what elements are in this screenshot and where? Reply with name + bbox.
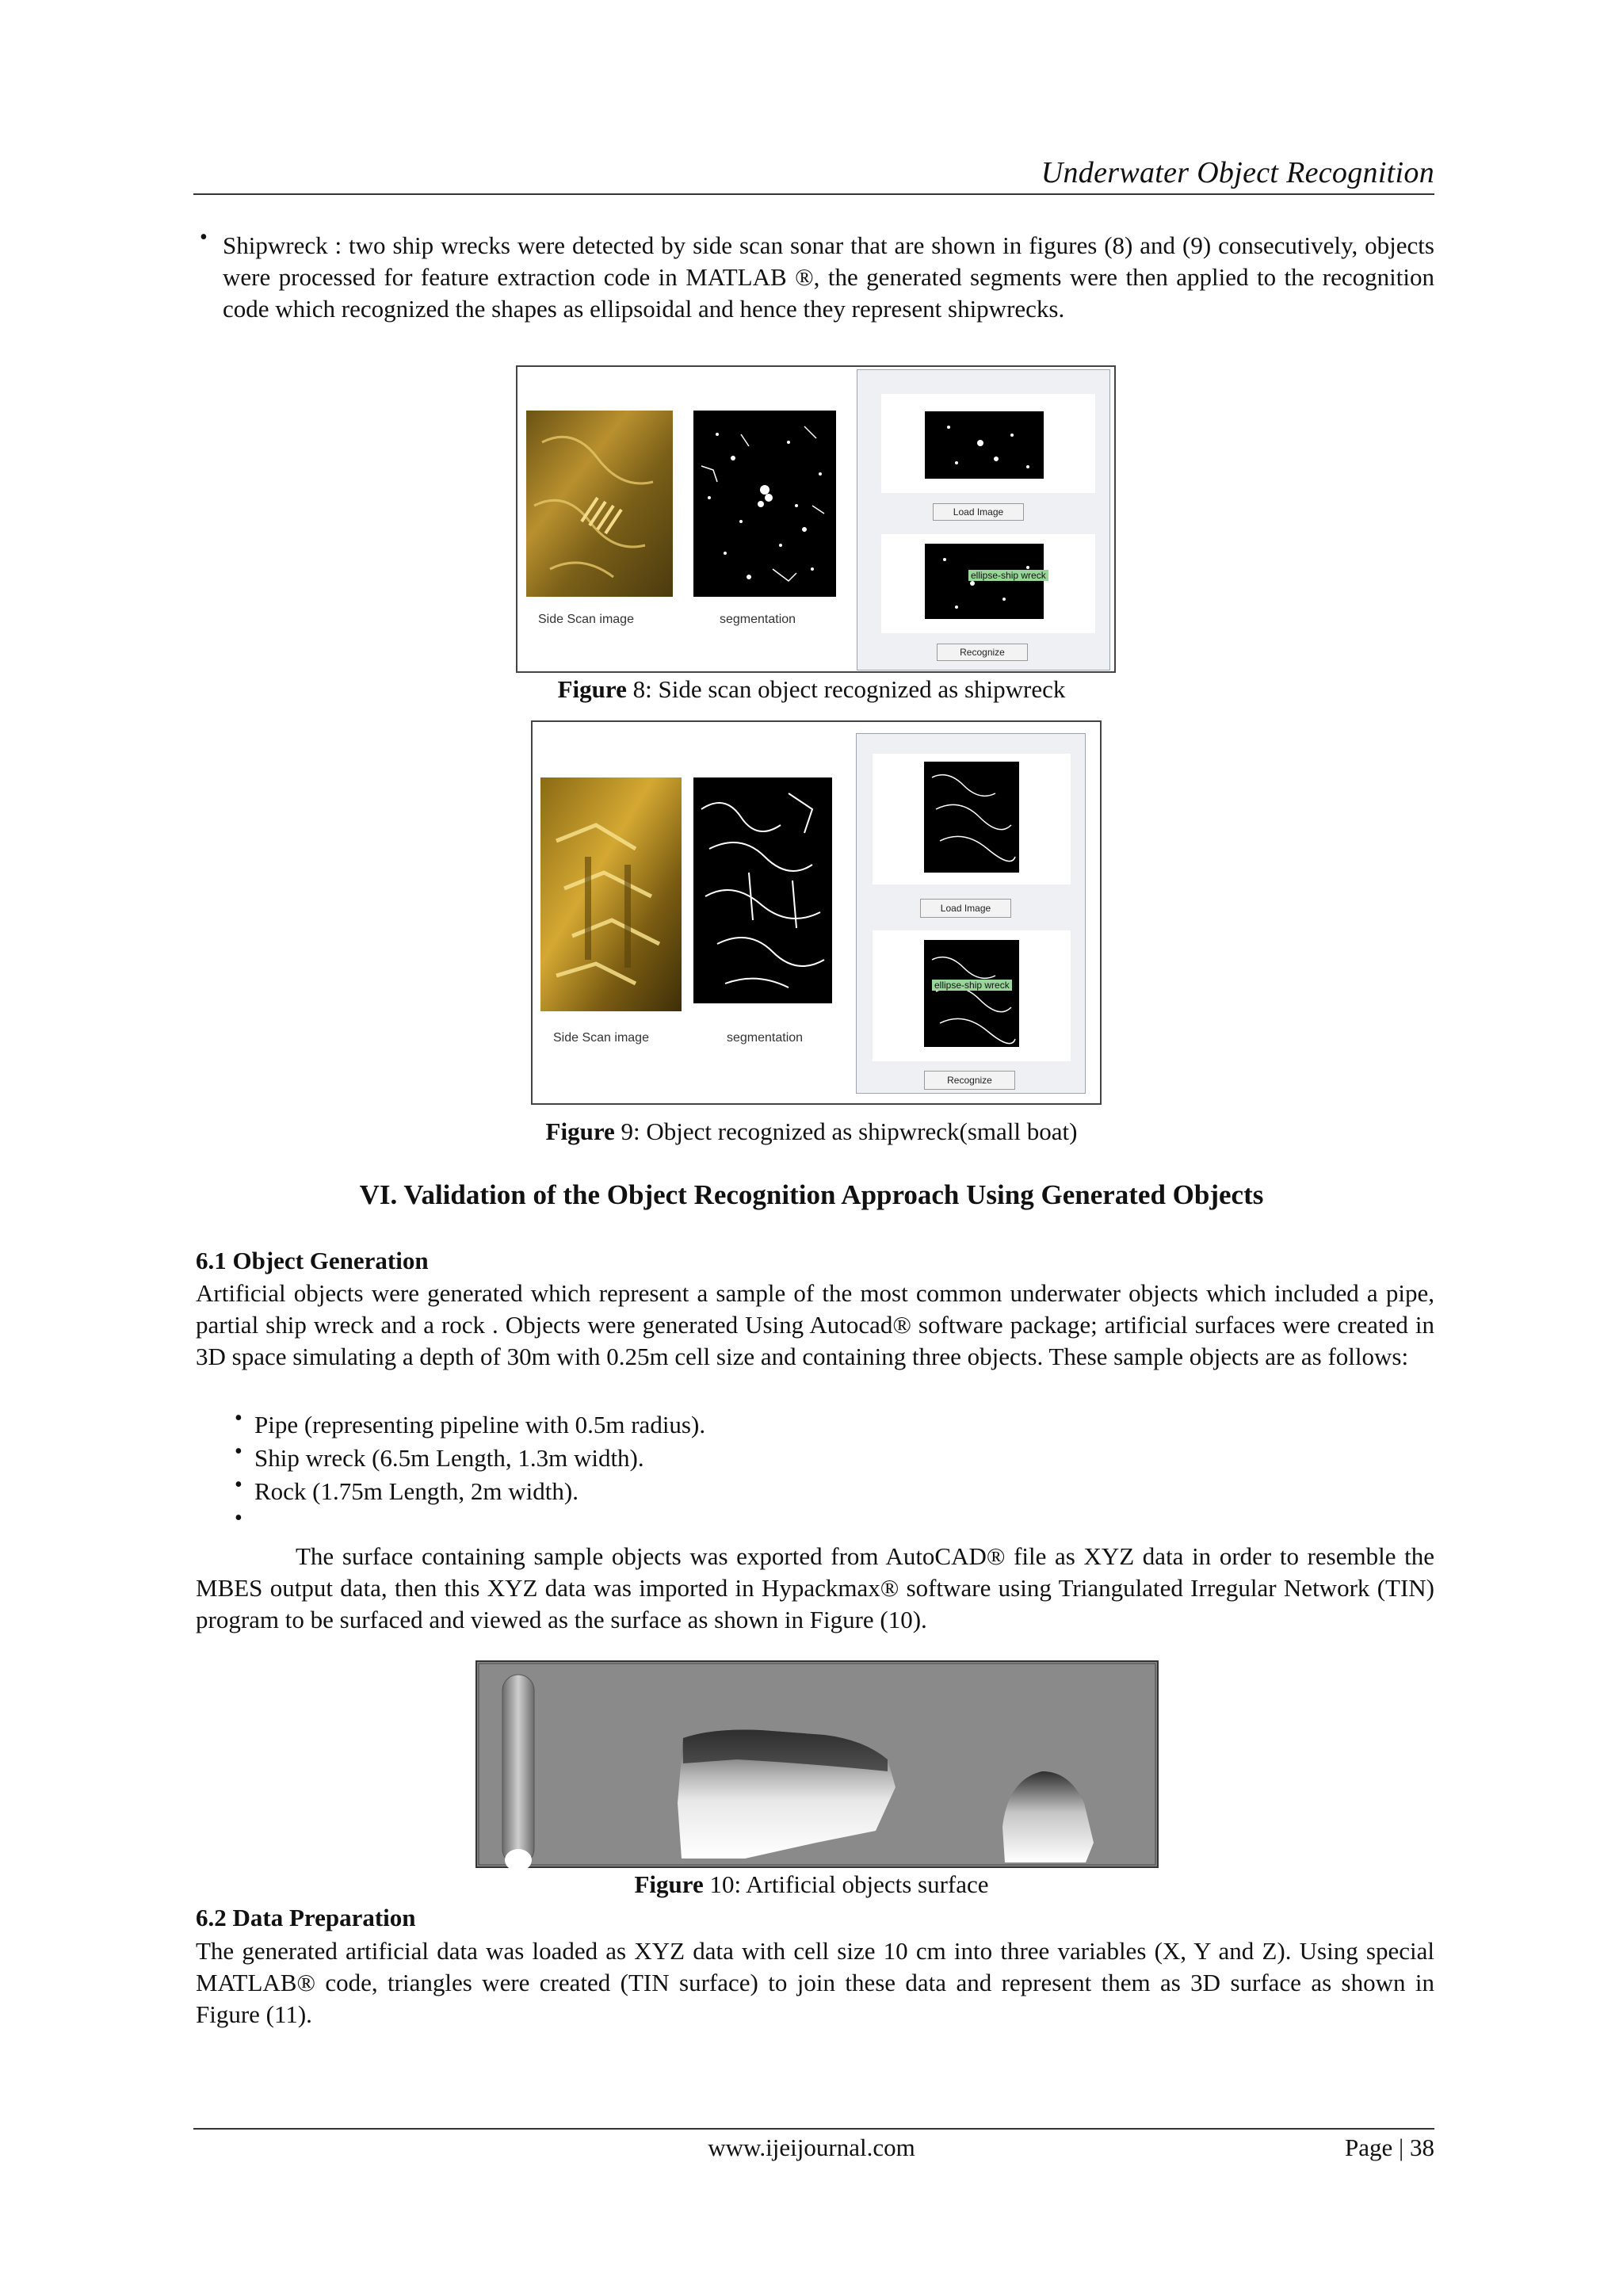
page-number: Page | 38 xyxy=(1345,2134,1434,2161)
side-scan-image xyxy=(526,411,673,597)
paragraph-data-preparation: The generated artificial data was loaded as XYZ data with cell size 10 cm into three variables (X, Y and Z). Using special MATLAB® code, triangles were created (TIN surface) to join these data and represent them as 3D surface as shown in Figure (11). xyxy=(196,1937,1434,2028)
gui-image-area-bottom xyxy=(881,534,1095,633)
caption-text: 8: Side scan object recognized as shipwreck xyxy=(626,675,1066,703)
gui-segment-image-bottom xyxy=(924,940,1019,1047)
load-image-button[interactable]: Load Image xyxy=(933,503,1024,521)
recognize-button[interactable]: Recognize xyxy=(937,644,1028,661)
segmentation-image xyxy=(693,411,836,597)
recognize-button[interactable]: Recognize xyxy=(924,1071,1015,1090)
figure-10 xyxy=(475,1660,1159,1868)
paragraph-object-generation: Artificial objects were generated which represent a sample of the most common underwater objects which included a pipe, partial ship wreck and a rock . Objects were generated Using Autocad® software package; artificial surfaces were created in 3D space simulating a depth of 30m with 0.25m cell size and containing three objects. These sample objects are as follows: xyxy=(196,1279,1434,1370)
gui-image-area-top xyxy=(873,754,1071,884)
recognition-tag: ellipse-ship wreck xyxy=(932,980,1012,991)
side-scan-label: Side Scan image xyxy=(553,1031,649,1045)
bullet-pipe: Pipe (representing pipeline with 0.5m radius). xyxy=(254,1411,706,1438)
bullet-rock: Rock (1.75m Length, 2m width). xyxy=(254,1477,579,1505)
caption-figure-word: Figure xyxy=(634,1870,704,1898)
caption-figure-word: Figure xyxy=(557,675,627,703)
side-scan-image xyxy=(540,777,682,1011)
recognition-gui xyxy=(857,369,1110,670)
gui-segment-image-top xyxy=(925,411,1044,479)
bullet-dot: • xyxy=(235,1506,242,1530)
recognition-tag: ellipse-ship wreck xyxy=(968,570,1048,581)
side-scan-label: Side Scan image xyxy=(538,613,634,626)
running-header: Underwater Object Recognition xyxy=(1041,156,1434,189)
figure-8 xyxy=(516,365,1116,673)
load-image-button[interactable]: Load Image xyxy=(920,899,1011,918)
footer-url[interactable]: www.ijeijournal.com xyxy=(708,2134,915,2161)
gui-segment-image-bottom xyxy=(925,544,1044,619)
bullet-dot: • xyxy=(235,1439,242,1464)
bullet-ship-wreck: Ship wreck (6.5m Length, 1.3m width). xyxy=(254,1444,644,1472)
header-rule xyxy=(193,193,1434,195)
figure-10-caption xyxy=(0,1870,1623,1899)
gui-image-area-top xyxy=(881,394,1095,493)
paragraph-surface-export: The surface containing sample objects was exported from AutoCAD® file as XYZ data in order to resemble the MBES output data, then this XYZ data was imported in Hypackmax® software using Triangulated Irregular Network (TIN) program to be surfaced and viewed as the surface as shown in Figure (10). xyxy=(196,1542,1434,1633)
caption-text: 9: Object recognized as shipwreck(small boat) xyxy=(614,1117,1078,1145)
bullet-dot: • xyxy=(200,225,208,250)
segmentation-label: segmentation xyxy=(727,1031,804,1045)
bullet-dot: • xyxy=(235,1406,242,1431)
segmentation-label: segmentation xyxy=(720,613,796,626)
caption-figure-word: Figure xyxy=(545,1117,615,1145)
recognition-gui xyxy=(856,733,1086,1094)
footer-rule xyxy=(193,2128,1434,2130)
caption-text: 10: Artificial objects surface xyxy=(703,1870,989,1898)
gui-segment-image-top xyxy=(924,762,1019,873)
intro-bullet-text: Shipwreck : two ship wrecks were detected by side scan sonar that are shown in figures (8) and (9) consecutively, objects were processed for feature extraction code in MATLAB ®, the generated segments were then applied to the recognition code which recognized the shapes as ellipsoidal and hence they represent shipwrecks. xyxy=(223,231,1434,323)
figure-9-caption xyxy=(0,1117,1623,1146)
section-title: VI. Validation of the Object Recognition Approach Using Generated Objects xyxy=(359,1179,1264,1210)
subsection-title-6-2: 6.2 Data Preparation xyxy=(196,1904,416,1931)
figure-8-caption xyxy=(0,675,1623,704)
segmentation-image xyxy=(693,777,832,1003)
bullet-dot: • xyxy=(235,1473,242,1497)
figure-9 xyxy=(531,720,1102,1105)
gui-image-area-bottom xyxy=(873,930,1071,1061)
subsection-title-6-1: 6.1 Object Generation xyxy=(196,1247,429,1274)
